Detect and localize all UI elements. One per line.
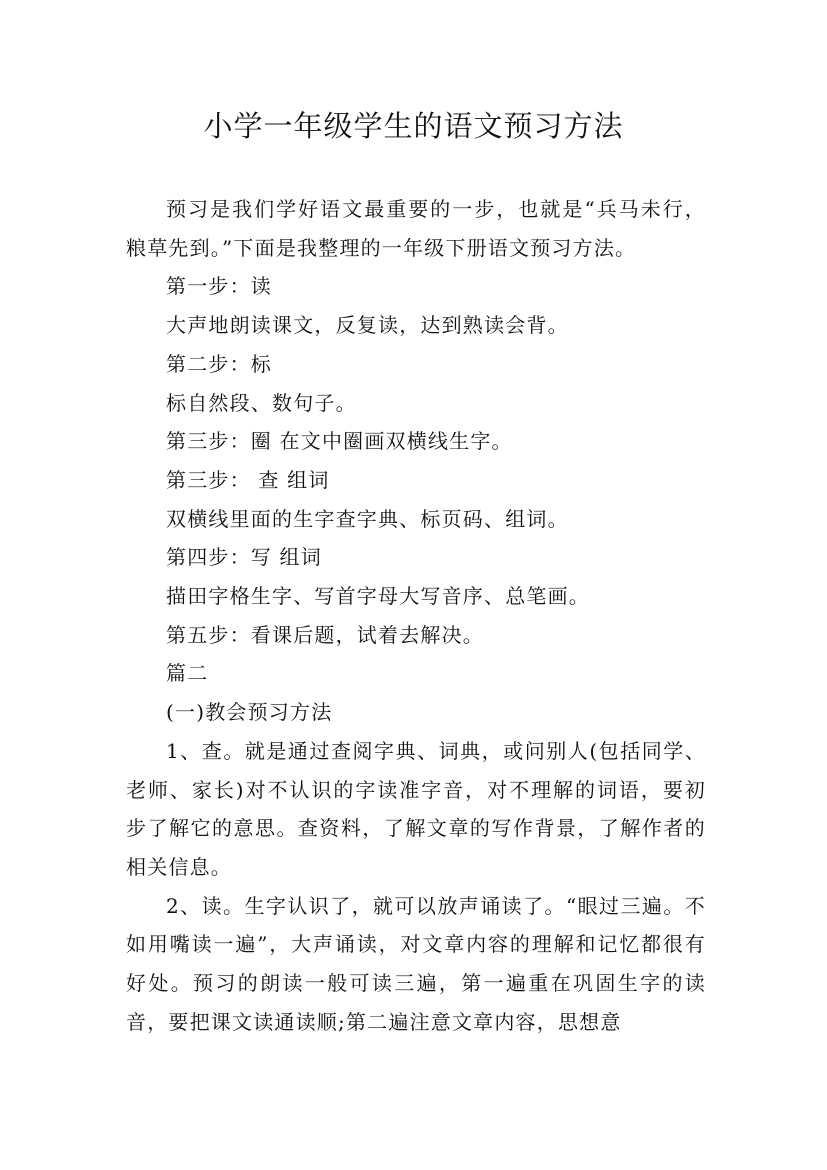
paragraph-item-read: 2、读。生字认识了，就可以放声诵读了。“眼过三遍。不如用嘴读一遍”，大声诵读，对文章内容的理解和记忆都很有好处。预习的朗读一般可读三遍，第一遍重在巩固生字的读音，要把课文读通读顺;第二遍注意文章内容，思想意	[126, 893, 706, 1034]
paragraph-step4-text: 描田字格生字、写首字母大写音序、总笔画。	[166, 584, 590, 609]
paragraph-step3-lookup-text: 双横线里面的生字查字典、标页码、组词。	[166, 506, 569, 531]
paragraph-step4-heading: 第四步：写 组词	[166, 545, 322, 570]
document-title: 小学一年级学生的语文预习方法	[203, 109, 624, 143]
paragraph-step3-lookup-heading: 第三步： 查 组词	[166, 467, 330, 492]
paragraph-section-two: 篇二	[166, 661, 209, 686]
paragraph-step2-text: 标自然段、数句子。	[166, 390, 357, 415]
paragraph-intro: 预习是我们学好语文最重要的一步，也就是“兵马未行，粮草先到。”下面是我整理的一年级下册语文预习方法。	[126, 197, 706, 260]
paragraph-step2-heading: 第二步：标	[166, 351, 272, 376]
paragraph-subheading: (一)教会预习方法	[166, 700, 333, 725]
paragraph-step3-circle: 第三步：圈 在文中圈画双横线生字。	[166, 429, 513, 454]
paragraph-step1-heading: 第一步：读	[166, 274, 272, 299]
paragraph-step5: 第五步：看课后题，试着去解决。	[166, 622, 484, 647]
document-body	[126, 190, 706, 1041]
paragraph-item-check: 1、查。就是通过查阅字典、词典，或问别人(包括同学、老师、家长)对不认识的字读准字音，对不理解的词语，要初步了解它的意思。查资料，了解文章的写作背景，了解作者的相关信息。	[126, 738, 706, 879]
paragraph-step1-text: 大声地朗读课文，反复读，达到熟读会背。	[166, 313, 569, 338]
